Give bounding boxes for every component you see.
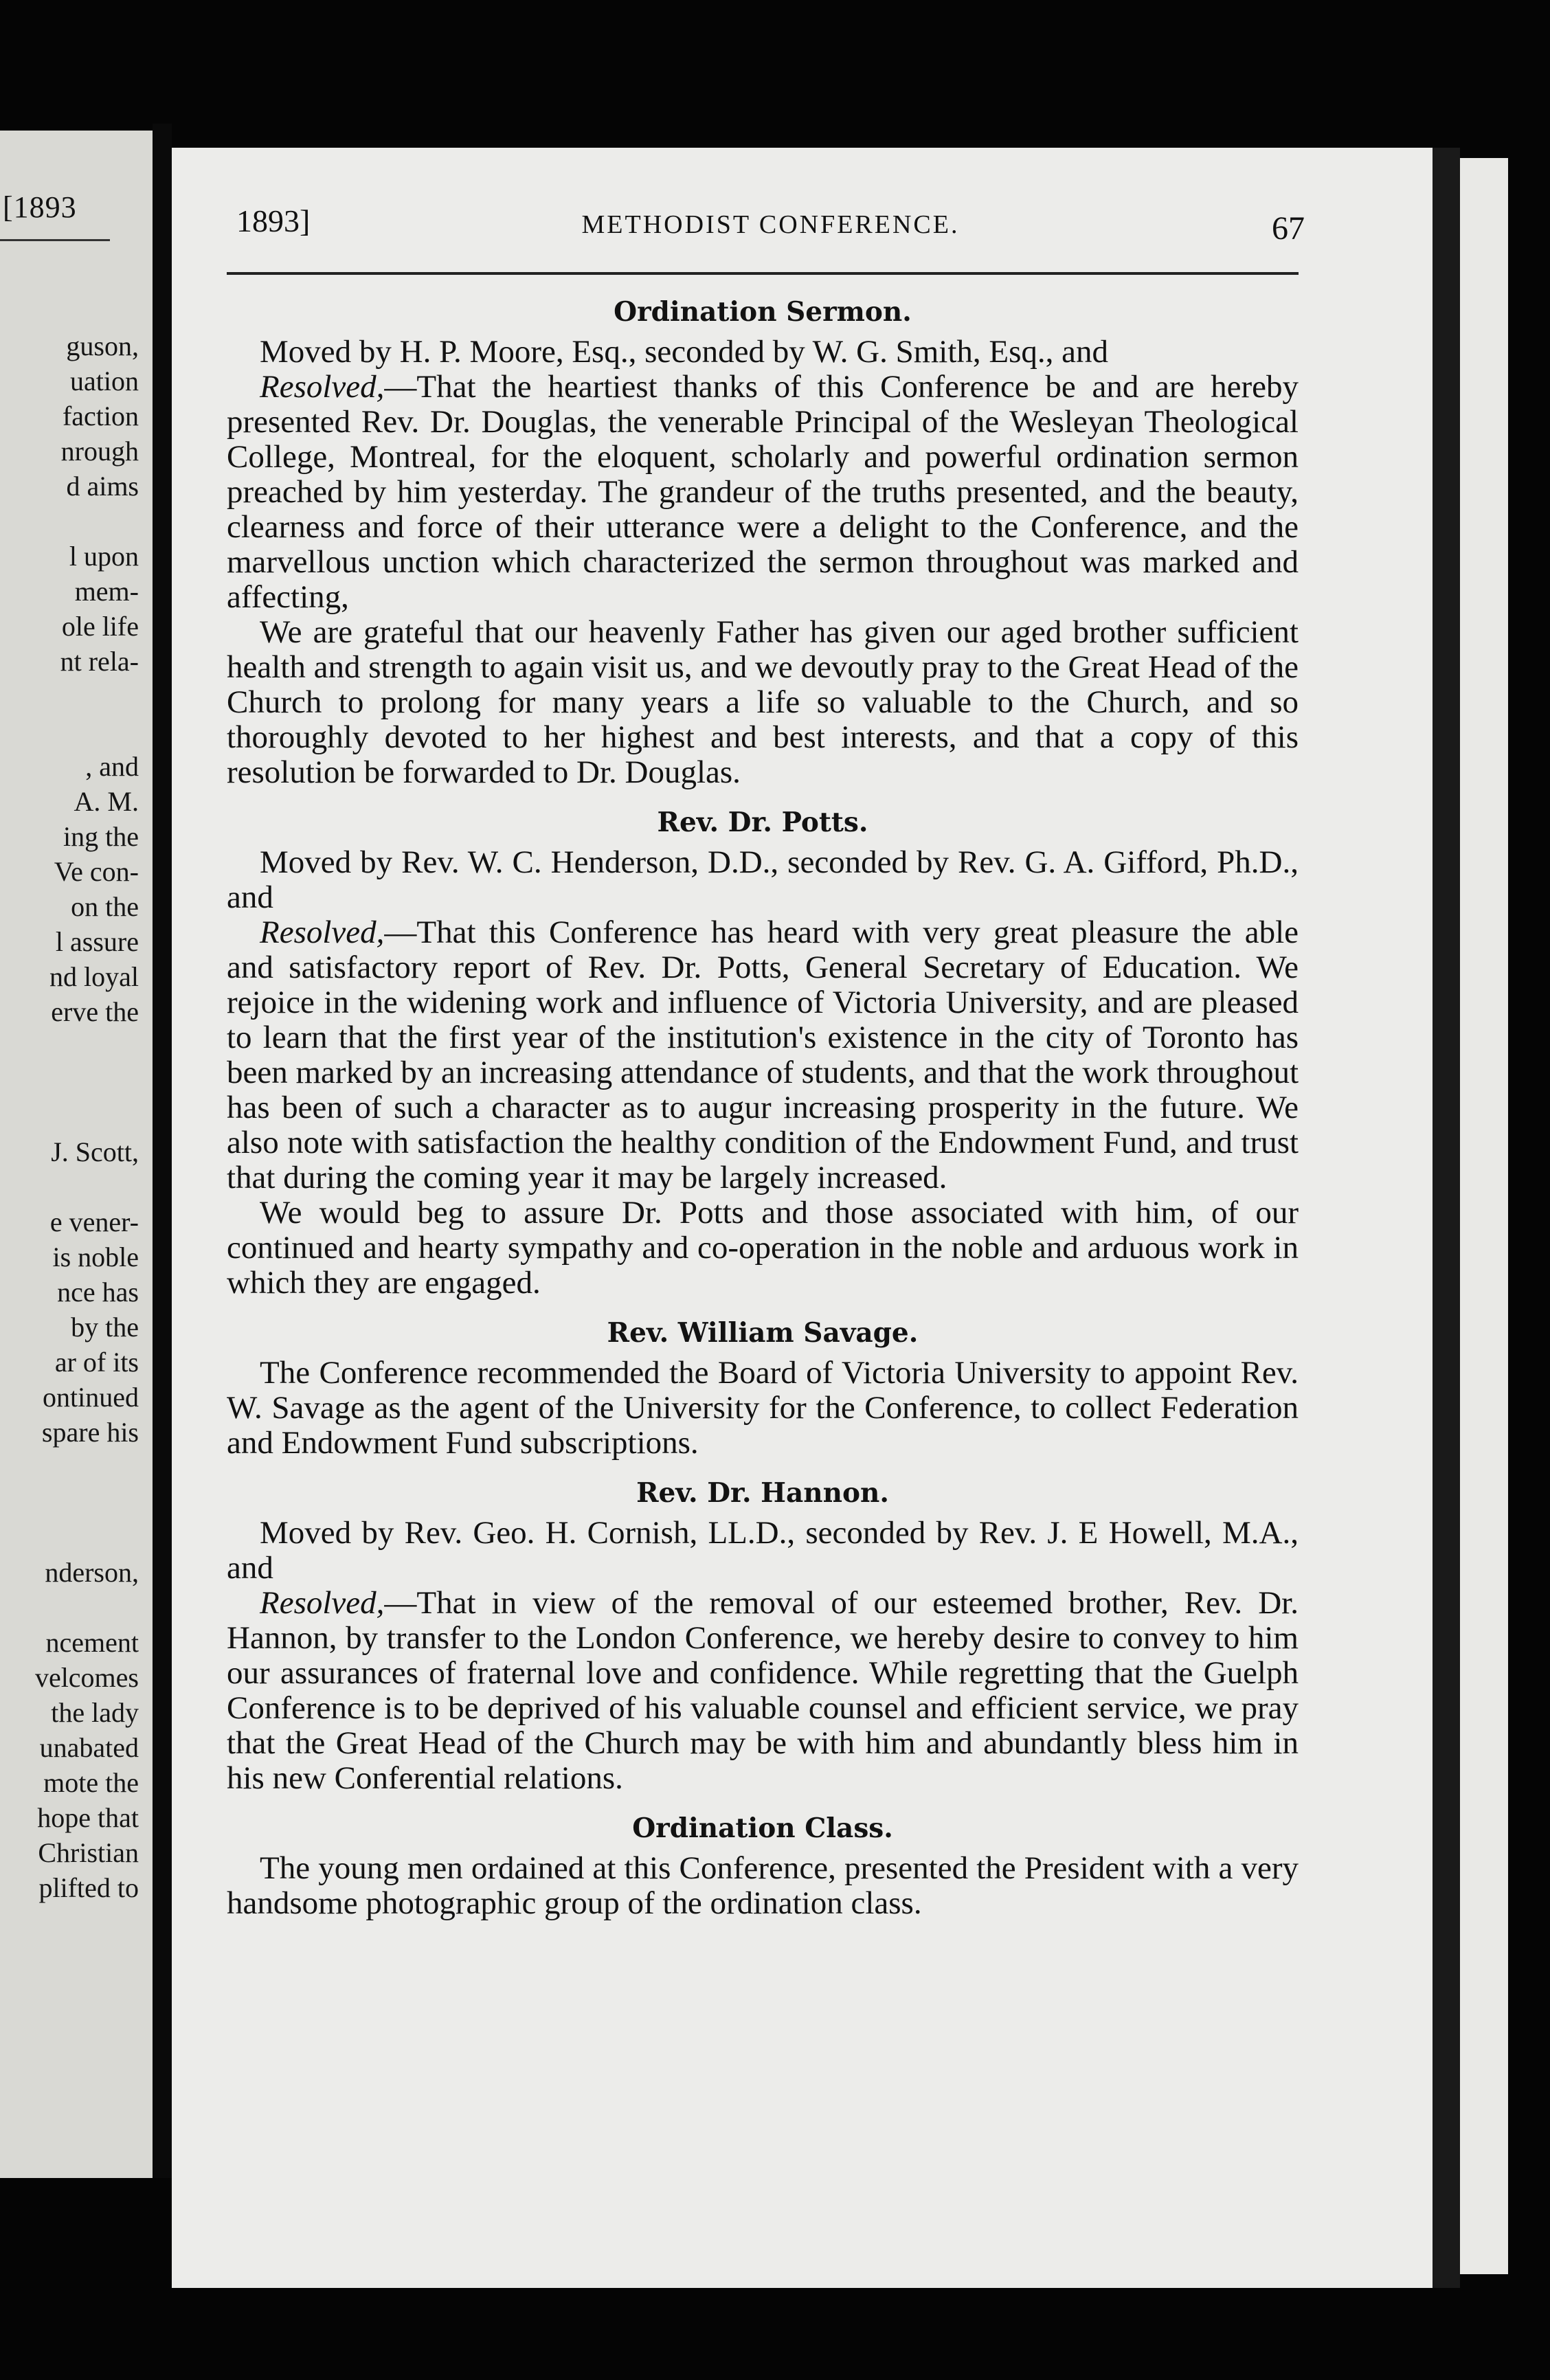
facing-page-line: ole life	[61, 611, 139, 642]
facing-page-line: ontinued	[43, 1382, 139, 1413]
facing-page-line: is noble	[52, 1242, 139, 1272]
facing-page-line: e vener-	[49, 1206, 139, 1237]
section-heading: Ordination Class.	[632, 1812, 893, 1844]
paragraph: The young men ordained at this Conference, presented the President with a very handsome photographic group of the ordination class.	[227, 1850, 1299, 1921]
facing-page-rule	[0, 239, 110, 241]
facing-page-line: l upon	[69, 541, 139, 572]
header-year: 1893]	[236, 203, 311, 238]
paragraph: We would beg to assure Dr. Potts and those associated with him, of our continued and hearty sympathy and co-operation in the noble and arduous work in which they are engaged.	[227, 1195, 1299, 1301]
section-heading: Rev. Dr. Potts.	[657, 807, 868, 838]
facing-page-line: unabated	[39, 1732, 139, 1763]
paragraph: Resolved,—That in view of the removal of our esteemed brother, Rev. Dr. Hannon, by transfer to the London Conference, we hereby desire to convey to him our assurances of fraternal love and confidence. While regretting that the Guelph Conference is to be deprived of his valuable counsel and efficient service, we pray that the Great Head of the Church may be with him and abundantly bless him in his new Conferential relations.	[227, 1585, 1299, 1796]
facing-page-line: ncement	[45, 1627, 139, 1658]
page-body	[227, 292, 1299, 1921]
page-edge-shadow	[1433, 148, 1460, 2288]
facing-page-line: plifted to	[38, 1872, 139, 1903]
facing-page-line: Ve con-	[54, 856, 139, 887]
section-heading: Rev. Dr. Hannon.	[636, 1477, 889, 1509]
paragraph: Resolved,—That this Conference has heard with very great pleasure the able and satisfactory report of Rev. Dr. Potts, General Secretary of Education. We rejoice in the widening work and influence of Victoria University, and are pleased to learn that the first year of the institution's existence in the city of Toronto has been marked by an increasing attendance of students, and that the work throughout has been of such a character as to augur increasing prosperity in the future. We also note with satisfaction the healthy condition of the Endowment Fund, and trust that during the coming year it may be largely increased.	[227, 914, 1299, 1195]
facing-page-line: Christian	[38, 1837, 139, 1868]
facing-page-line: faction	[62, 401, 139, 431]
page-number: 67	[1272, 210, 1305, 247]
next-page-edge	[1460, 158, 1508, 2274]
facing-page-line: uation	[70, 366, 139, 396]
running-header	[236, 203, 1305, 258]
paragraph: Resolved,—That the heartiest thanks of this Conference be and are hereby presented Rev. Dr. Douglas, the venerable Principal of the Wesleyan Theological College, Montreal, for the eloquent, scholarly and powerful ordination sermon preached by him yesterday. The grandeur of the truths presented, and the beauty, clearness and force of their utterance were a delight to the Conference, and the marvellous unction which characterized the sermon throughout was marked and affecting,	[227, 369, 1299, 615]
section-heading: Ordination Sermon.	[614, 296, 912, 328]
header-rule	[227, 272, 1299, 275]
paragraph: We are grateful that our heavenly Father has given our aged brother sufficient health and strength to again visit us, and we devoutly pray to the Great Head of the Church to prolong for many years a life so valuable to the Church, and so thoroughly devoted to her highest and best interests, and that a copy of this resolution be forwarded to Dr. Douglas.	[227, 614, 1299, 790]
facing-page-line: on the	[71, 891, 139, 922]
resolved-label: Resolved,	[260, 1585, 385, 1621]
paragraph: Moved by Rev. Geo. H. Cornish, LL.D., seconded by Rev. J. E Howell, M.A., and	[227, 1515, 1299, 1586]
facing-page-line: nrough	[60, 436, 139, 467]
paragraph: Moved by H. P. Moore, Esq., seconded by W. G. Smith, Esq., and	[260, 334, 1109, 370]
resolved-label: Resolved,	[260, 914, 385, 950]
facing-page-line: by the	[71, 1312, 139, 1343]
paragraph: The Conference recommended the Board of Victoria University to appoint Rev. W. Savage as the agent of the University for the Conference, to collect Federation and Endowment Fund subscriptions.	[227, 1355, 1299, 1461]
book-gutter	[153, 124, 172, 2178]
facing-page-line: ing the	[63, 821, 139, 852]
facing-page-line: J. Scott,	[51, 1136, 139, 1167]
facing-page-line: hope that	[37, 1802, 139, 1833]
facing-page-line: the lady	[51, 1697, 139, 1728]
facing-page-line: spare his	[41, 1417, 139, 1448]
facing-page-line: , and	[85, 751, 139, 782]
header-title: METHODIST CONFERENCE.	[581, 210, 960, 239]
facing-page-line: nd loyal	[49, 961, 139, 992]
facing-page-line: velcomes	[34, 1662, 139, 1693]
facing-page-line: ar of its	[54, 1347, 139, 1378]
facing-page-line: mote the	[43, 1767, 139, 1798]
paragraph: Moved by Rev. W. C. Henderson, D.D., seconded by Rev. G. A. Gifford, Ph.D., and	[227, 844, 1299, 915]
facing-page-header: [1893	[3, 190, 77, 224]
facing-page-line: guson,	[66, 330, 139, 361]
facing-page-fragment	[0, 131, 153, 2178]
facing-page-line: nderson,	[45, 1557, 139, 1588]
facing-page-line: l assure	[55, 926, 139, 957]
resolved-label: Resolved,	[260, 369, 385, 405]
facing-page-line: A. M.	[74, 786, 139, 817]
facing-page-line: d aims	[66, 471, 139, 502]
facing-page-line: erve the	[51, 996, 139, 1027]
facing-page-line: nce has	[57, 1277, 139, 1307]
facing-page-line: nt rela-	[60, 646, 139, 677]
section-heading: Rev. William Savage.	[607, 1317, 919, 1349]
facing-page-line: mem-	[74, 576, 139, 607]
